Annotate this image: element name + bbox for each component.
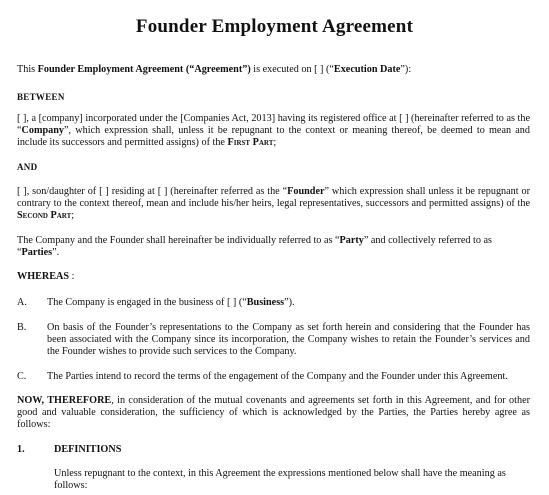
company-term: Company xyxy=(21,125,64,136)
section-1-number: 1. xyxy=(17,444,25,455)
and-label: AND xyxy=(17,162,38,172)
recital-a-text-1: The Company is engaged in the business of [ ] (“ xyxy=(47,297,247,308)
first-party-text-3: ; xyxy=(273,137,277,148)
intro-paragraph xyxy=(17,64,530,76)
recital-a-letter: A. xyxy=(17,297,27,308)
now-therefore-label: NOW, THEREFORE xyxy=(17,395,112,406)
parties-text-1: The Company and the Founder shall hereinafter be individually referred to as “ xyxy=(17,235,340,246)
intro-prefix: This xyxy=(17,64,38,75)
whereas-heading xyxy=(17,271,530,283)
first-party-text-2: ”, which expression shall, unless it be repugnant to the context or meaning thereof, be deemed to mean and include its successors and permitted assigns) of the xyxy=(17,125,530,148)
parties-text-3: ”. xyxy=(52,247,60,258)
section-1-title: DEFINITIONS xyxy=(54,444,122,455)
whereas-colon: : xyxy=(69,271,75,282)
intro-middle: is executed on [ ] (“ xyxy=(250,64,334,75)
intro-suffix: ”): xyxy=(400,64,412,75)
second-part-label: Second Part xyxy=(17,210,72,221)
whereas-label: WHEREAS xyxy=(17,271,70,282)
founder-term: Founder xyxy=(287,186,325,197)
first-part-label: First Part xyxy=(227,137,274,148)
recital-b-letter: B. xyxy=(17,322,27,333)
now-therefore-paragraph xyxy=(17,395,530,431)
now-therefore-text: , in consideration of the mutual covenants and agreements set forth in this Agreement, and for other good and valuable consideration, the sufficiency of which is acknowledged by the Parties, the Parties hereby agree as follows: xyxy=(17,395,530,430)
parties-text-2: ” and collectively referred to as “ xyxy=(17,235,492,258)
second-party-text-1: [ ], son/daughter of [ ] residing at [ ] (hereinafter referred as the “ xyxy=(17,186,288,197)
recital-a-text-2: ”). xyxy=(284,297,295,308)
definitions-intro: Unless repugnant to the context, in this Agreement the expressions mentioned below shall have the meaning as follows: xyxy=(54,468,506,491)
first-party-text-1: [ ], a [company] incorporated under the [Companies Act, 2013] having its registered office at [ ] (hereinafter referred to as the “ xyxy=(17,113,530,136)
execution-date-term: Execution Date xyxy=(333,64,401,75)
recital-a-text xyxy=(47,297,530,309)
recital-c-letter: C. xyxy=(17,371,27,382)
recital-b-text: On basis of the Founder’s representations to the Company as set forth herein and considering that the Founder has been associated with the Company since its incorporation, the Company wishes to retain the Founder’s services and the Founder wishes to provide such services to the Company. xyxy=(47,322,530,357)
second-party-text-3: ; xyxy=(71,210,75,221)
party-term: Party xyxy=(339,235,364,246)
between-label: BETWEEN xyxy=(17,92,65,102)
parties-paragraph xyxy=(17,235,530,259)
first-party-paragraph xyxy=(17,113,530,149)
parties-term: Parties xyxy=(21,247,53,258)
second-party-text-2: ” which expression shall unless it be repugnant or contrary to the context thereof, mean and include his/her heirs, legal representatives, successors and permitted assigns) of the xyxy=(17,186,530,209)
second-party-paragraph xyxy=(17,186,530,222)
document-title: Founder Employment Agreement xyxy=(135,16,414,37)
recital-c-text: The Parties intend to record the terms of the engagement of the Company and the Founder under this Agreement. xyxy=(47,371,508,382)
agreement-name: Founder Employment Agreement (“Agreement”) xyxy=(37,64,251,75)
business-term: Business xyxy=(246,297,285,308)
